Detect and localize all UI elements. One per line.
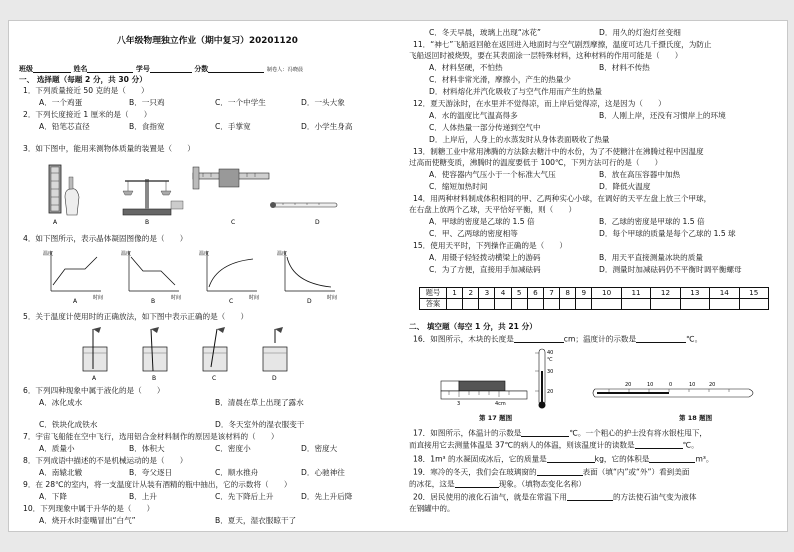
q4-graph-b <box>121 250 181 305</box>
q10-stem: 10．下列现象中属于升华的是（ ） <box>23 504 155 513</box>
table-row-label: 题号 <box>420 288 447 299</box>
q7-stem: 7．宇宙飞船能在空中飞行，选用铝合金材料制作的原因是该材料的（ ） <box>23 432 279 441</box>
table-cell: 13 <box>680 288 709 299</box>
answer-cell[interactable] <box>680 299 709 310</box>
q1-option-a: A．一个鸡蛋 <box>39 98 83 107</box>
table-cell: 2 <box>463 288 479 299</box>
answer-cell[interactable] <box>710 299 739 310</box>
q5-label-a: A <box>92 375 97 381</box>
q5-label-c: C <box>212 375 217 381</box>
fig18-scale-label: 0 <box>669 382 673 388</box>
q18-blank-volume[interactable] <box>649 455 695 463</box>
q14-stem-line1: 14．用两种材料制成体积相同的甲、乙两种实心小球，在调好的天平左盘上放三个甲球， <box>413 194 712 203</box>
answer-cell[interactable] <box>479 299 495 310</box>
q7-option-b: B．体积大 <box>129 444 165 453</box>
q6-option-b: B．清晨在草上出现了露水 <box>215 398 304 407</box>
q19-text-a: 19．寒冷的冬天，我们会在玻璃窗的 <box>413 467 537 477</box>
q3-device-a <box>49 165 79 215</box>
name-label: 姓名 <box>73 64 88 73</box>
q5-beaker-a <box>83 327 107 381</box>
answer-cell[interactable] <box>576 299 592 310</box>
answer-cell[interactable] <box>463 299 479 310</box>
fig17-thermo-label: 30 <box>547 369 554 375</box>
q18-text-a: 18．1m³ 的水凝固成冰后，它的质量是 <box>413 454 547 464</box>
q14-option-d: D．每个甲球的质量是每个乙球的 1.5 球 <box>599 229 736 238</box>
q11-stem-line2: 飞船返回时被烧毁，要在其表面涂一层特殊材料，这种材料的作用可能是（ ） <box>409 51 683 60</box>
answer-cell[interactable] <box>447 299 463 310</box>
q1-option-b: B．一只鸡 <box>129 98 165 107</box>
answer-cell[interactable] <box>527 299 543 310</box>
q4-graph-a <box>43 250 103 305</box>
answer-cell[interactable] <box>621 299 650 310</box>
q16-text-a: 16．如图所示，木块的长度是 <box>413 334 514 344</box>
q13-option-b: B．放在高压容器中加热 <box>599 170 681 179</box>
q11-option-c: C．材料非常光滑，摩擦小，产生的热量少 <box>429 75 571 84</box>
q8-option-b: B．夸父逐日 <box>129 468 173 477</box>
q2-stem: 2．下列长度接近 1 厘米的是（ ） <box>23 110 152 119</box>
id-label: 学号 <box>135 64 150 73</box>
q3-stem: 3．如下图中，能用来测物体质量的装置是（ ） <box>23 144 195 153</box>
author-label: 制卷人：冯晓晨 <box>266 66 304 73</box>
table-cell: 15 <box>739 288 768 299</box>
q13-option-a: A．使容器内气压小于一个标准大气压 <box>429 170 556 179</box>
q4-a-xlabel: 时间 <box>93 295 104 301</box>
q18-text-c: m³。 <box>695 454 714 464</box>
q14-option-b: B．乙球的密度是甲球的 1.5 倍 <box>599 217 705 226</box>
name-blank[interactable] <box>87 65 133 73</box>
q3-device-d <box>270 202 337 208</box>
q5-beaker-d <box>263 327 287 381</box>
table-cell: 9 <box>576 288 592 299</box>
q12-option-b: B．人刚上岸，还没有习惯岸上的环境 <box>599 111 726 120</box>
table-cell: 1 <box>447 288 463 299</box>
section2-title: 二、 填空题（每空 1 分，共 21 分） <box>409 322 537 331</box>
fig17-scale-label: 3 <box>457 401 461 407</box>
q4-d-xlabel: 时间 <box>327 295 338 301</box>
q7-option-d: D．密度大 <box>301 444 338 453</box>
q17-text-c: 而直接用它去测量体温是 37℃的病人的体温，则该温度计的读数是 <box>409 440 635 450</box>
table-cell: 14 <box>710 288 739 299</box>
q3-label-c: C <box>231 219 236 226</box>
q1-option-d: D．一头大象 <box>301 98 345 107</box>
q17-line1 <box>413 429 707 437</box>
fig18-scale-label: 20 <box>625 382 632 388</box>
q12-option-d: D．上岸后，人身上的水蒸发时从身体表面吸收了热量 <box>429 135 610 144</box>
q5-figure <box>77 323 307 381</box>
q12-option-c: C．人体热量一部分传递到空气中 <box>429 123 541 132</box>
q5-beaker-b <box>143 327 167 381</box>
q2-option-d: D．小学生身高 <box>301 122 353 131</box>
q3-label-b: B <box>145 219 150 226</box>
q8-option-d: D．心驰神往 <box>301 468 345 477</box>
fig17-figure <box>439 345 559 413</box>
fig18-scale-label: 10 <box>647 382 654 388</box>
q8-option-c: C．顺水推舟 <box>215 468 259 477</box>
table-cell: 4 <box>495 288 511 299</box>
fig17-scale-label: 4cm <box>495 401 506 407</box>
q15-option-a: A．用镊子轻轻拨动横梁上的游码 <box>429 253 541 262</box>
class-blank[interactable] <box>33 65 71 73</box>
q13-stem-line2: 过高而使糖变质，沸腾时的温度要低于 100℃，下列方法可行的是（ ） <box>409 158 663 167</box>
q18-line <box>413 455 714 463</box>
q9-option-d: D．先上升后降 <box>301 492 353 501</box>
q4-graph-c <box>199 250 259 305</box>
q16-text-c: ℃。 <box>686 334 703 344</box>
fig17-thermo-label: 40 <box>547 350 554 356</box>
fig18-figure <box>589 377 761 409</box>
q1-stem: 1．下列质量接近 50 克的是（ ） <box>23 86 149 95</box>
answer-cell[interactable] <box>739 299 768 310</box>
q6-option-d: D．冬天室外的湿衣服变干 <box>215 420 305 429</box>
q4-d-ylabel: 温度 <box>277 251 288 257</box>
q4-stem: 4．如下图所示，表示晶体凝固图像的是（ ） <box>23 234 188 243</box>
q12-option-a: A．水的温度比气温高得多 <box>429 111 518 120</box>
worksheet-page <box>8 20 788 532</box>
q18-blank-mass[interactable] <box>547 455 595 463</box>
answer-cell[interactable] <box>511 299 527 310</box>
score-blank[interactable] <box>208 65 264 73</box>
q4-c-xlabel: 时间 <box>249 295 260 301</box>
q14-option-c: C．甲、乙两球的密度相等 <box>429 229 518 238</box>
table-cell: 6 <box>527 288 543 299</box>
q10-option-a: A．烧开水时壶嘴冒出“白气” <box>39 516 136 525</box>
q19-blank-side[interactable] <box>537 468 583 476</box>
table-cell: 5 <box>511 288 527 299</box>
q20-blank-method[interactable] <box>567 493 613 501</box>
q20-text-a: 20．居民使用的液化石油气，就是在常温下用 <box>413 492 567 502</box>
q17-text-a: 17．如图所示，体温计的示数是 <box>413 428 522 438</box>
q16-text-b: cm；温度计的示数是 <box>563 334 637 344</box>
q5-label-d: D <box>272 375 277 381</box>
header-fields <box>19 65 303 73</box>
q13-option-d: D．降低火温度 <box>599 182 651 191</box>
q16-text <box>413 335 702 343</box>
q4-a-ylabel: 温度 <box>43 251 54 257</box>
q19-text-c: 的冰花，这是 <box>409 479 455 489</box>
q9-option-a: A．下降 <box>39 492 67 501</box>
fig17-thermo-label: ℃ <box>547 357 553 363</box>
q1-option-c: C．一个中学生 <box>215 98 266 107</box>
q11-option-a: A．材料坚硬，不怕热 <box>429 63 503 72</box>
section1-title: 一、 选择题（每题 2 分，共 30 分） <box>19 75 147 84</box>
q17-line2 <box>409 441 699 449</box>
fig18-caption: 第 18 题图 <box>679 414 713 422</box>
answer-table-row-answers <box>420 299 769 310</box>
q17-blank-1[interactable] <box>521 429 569 437</box>
q15-option-b: B．用天平直接测量冰块的质量 <box>599 253 703 262</box>
q13-option-c: C．缩短加热时间 <box>429 182 488 191</box>
q3-label-d: D <box>315 219 320 226</box>
q19-line2 <box>409 480 586 488</box>
table-cell: 3 <box>479 288 495 299</box>
q3-figure <box>43 159 343 227</box>
q4-label-c: C <box>229 298 234 305</box>
q3-label-a: A <box>53 219 58 226</box>
q2-option-a: A．铅笔芯直径 <box>39 122 90 131</box>
q3-device-c <box>193 167 269 189</box>
q15-stem: 15．使用天平时，下列操作正确的是（ ） <box>413 241 567 250</box>
q4-label-d: D <box>307 298 312 305</box>
q20-text-b: 的方法使石油气变为液体 <box>612 492 697 502</box>
page-title: 八年级物理独立作业（期中复习）20201120 <box>117 36 298 46</box>
q2-option-c: C．手掌宽 <box>215 122 251 131</box>
q3-device-b <box>123 179 183 215</box>
q16-blank-temp[interactable] <box>636 335 686 343</box>
q19-text-d: 现象。（填物态变化名称） <box>498 479 586 489</box>
answer-cell[interactable] <box>495 299 511 310</box>
q9-stem: 9．在 28℃的室内，将一支温度计从装有酒精的瓶中抽出，它的示数将（ ） <box>23 480 292 489</box>
q7-option-a: A．质量小 <box>39 444 75 453</box>
table-cell: 10 <box>592 288 621 299</box>
q8-option-a: A．南辕北辙 <box>39 468 83 477</box>
fig18-scale-label: 20 <box>709 382 716 388</box>
fig17-caption: 第 17 题图 <box>479 414 513 422</box>
q4-figure <box>41 245 341 305</box>
q14-stem-line2: 在右盘上放两个乙球，天平恰好平衡，则（ ） <box>409 205 577 214</box>
id-blank[interactable] <box>150 65 192 73</box>
table-cell: 7 <box>543 288 559 299</box>
q20-line2: 在钢罐中的。 <box>409 504 455 513</box>
q6-stem: 6．下列四种现象中属于液化的是（ ） <box>23 386 165 395</box>
q5-beaker-c <box>203 327 227 381</box>
q19-text-b: 表面（填“内”或“外”）看到美面 <box>582 467 690 477</box>
table-cell: 12 <box>651 288 680 299</box>
answer-cell[interactable] <box>651 299 680 310</box>
q13-stem-line1: 13．制糖工业中常用沸腾的方法除去糖汁中的水份，为了不使糖汁在沸腾过程中因温度 <box>413 147 704 156</box>
table-cell: 11 <box>621 288 650 299</box>
q5-stem: 5．关于温度计使用时的正确放法，如下图中表示正确的是（ ） <box>23 312 249 321</box>
q11-option-d: D．材料熔化并汽化吸收了与空气作用而产生的热量 <box>429 87 602 96</box>
q19-blank-phenomenon[interactable] <box>455 480 499 488</box>
fig17-thermo-label: 20 <box>547 389 554 395</box>
q4-label-b: B <box>151 298 156 305</box>
q4-b-ylabel: 温度 <box>121 251 132 257</box>
q8-stem: 8．下列成语中描述的不是机械运动的是（ ） <box>23 456 188 465</box>
answer-cell[interactable] <box>543 299 559 310</box>
class-label: 班级 <box>19 64 33 73</box>
q4-b-xlabel: 时间 <box>171 295 182 301</box>
answer-cell[interactable] <box>592 299 621 310</box>
q9-option-c: C．先下降后上升 <box>215 492 274 501</box>
table-row-label: 答案 <box>420 299 447 310</box>
q10-option-b: B．夏天，湿衣服晾干了 <box>215 516 297 525</box>
q6-option-c: C．铁块化成铁水 <box>39 420 98 429</box>
q4-label-a: A <box>73 298 78 305</box>
q14-option-a: A．甲球的密度是乙球的 1.5 倍 <box>429 217 535 226</box>
q12-stem: 12．夏天游泳时，在水里并不觉得凉，而上岸后觉得凉，这是因为（ ） <box>413 99 666 108</box>
q18-text-b: kg，它的体积是 <box>594 454 650 464</box>
q10-option-c: C．冬天早晨，玻璃上出现“冰花” <box>429 28 541 37</box>
q9-option-b: B．上升 <box>129 492 157 501</box>
q17-text-b: ℃。一个粗心的护士没有将水银柱甩下， <box>569 428 708 438</box>
q20-line1 <box>413 493 696 501</box>
answer-table-row-numbers <box>420 288 769 299</box>
score-label: 分数 <box>194 64 209 73</box>
q15-option-d: D．测量时加减砝码仍不平衡时调平衡螺母 <box>599 265 742 274</box>
answer-cell[interactable] <box>560 299 576 310</box>
q15-option-c: C．为了方便，直接用手加减砝码 <box>429 265 541 274</box>
answer-table <box>419 287 769 310</box>
fig18-scale-label: 10 <box>689 382 696 388</box>
q4-c-ylabel: 温度 <box>199 251 210 257</box>
table-cell: 8 <box>560 288 576 299</box>
q5-label-b: B <box>152 375 157 381</box>
q17-blank-2[interactable] <box>635 441 683 449</box>
q6-option-a: A．冰化成水 <box>39 398 83 407</box>
q19-line1 <box>413 468 689 476</box>
q10-option-d: D．用久的灯泡灯丝变细 <box>599 28 681 37</box>
q4-graph-d <box>277 250 337 305</box>
q17-text-d: ℃。 <box>682 440 699 450</box>
q11-stem-line1: 11．“神七”飞船返回舱在返回进入地面时与空气剧烈摩擦，温度可达几千摄氏度，为防止 <box>413 40 712 49</box>
q7-option-c: C．密度小 <box>215 444 251 453</box>
q2-option-b: B．食指宽 <box>129 122 165 131</box>
q11-option-b: B．材料不传热 <box>599 63 650 72</box>
q16-blank-length[interactable] <box>514 335 564 343</box>
